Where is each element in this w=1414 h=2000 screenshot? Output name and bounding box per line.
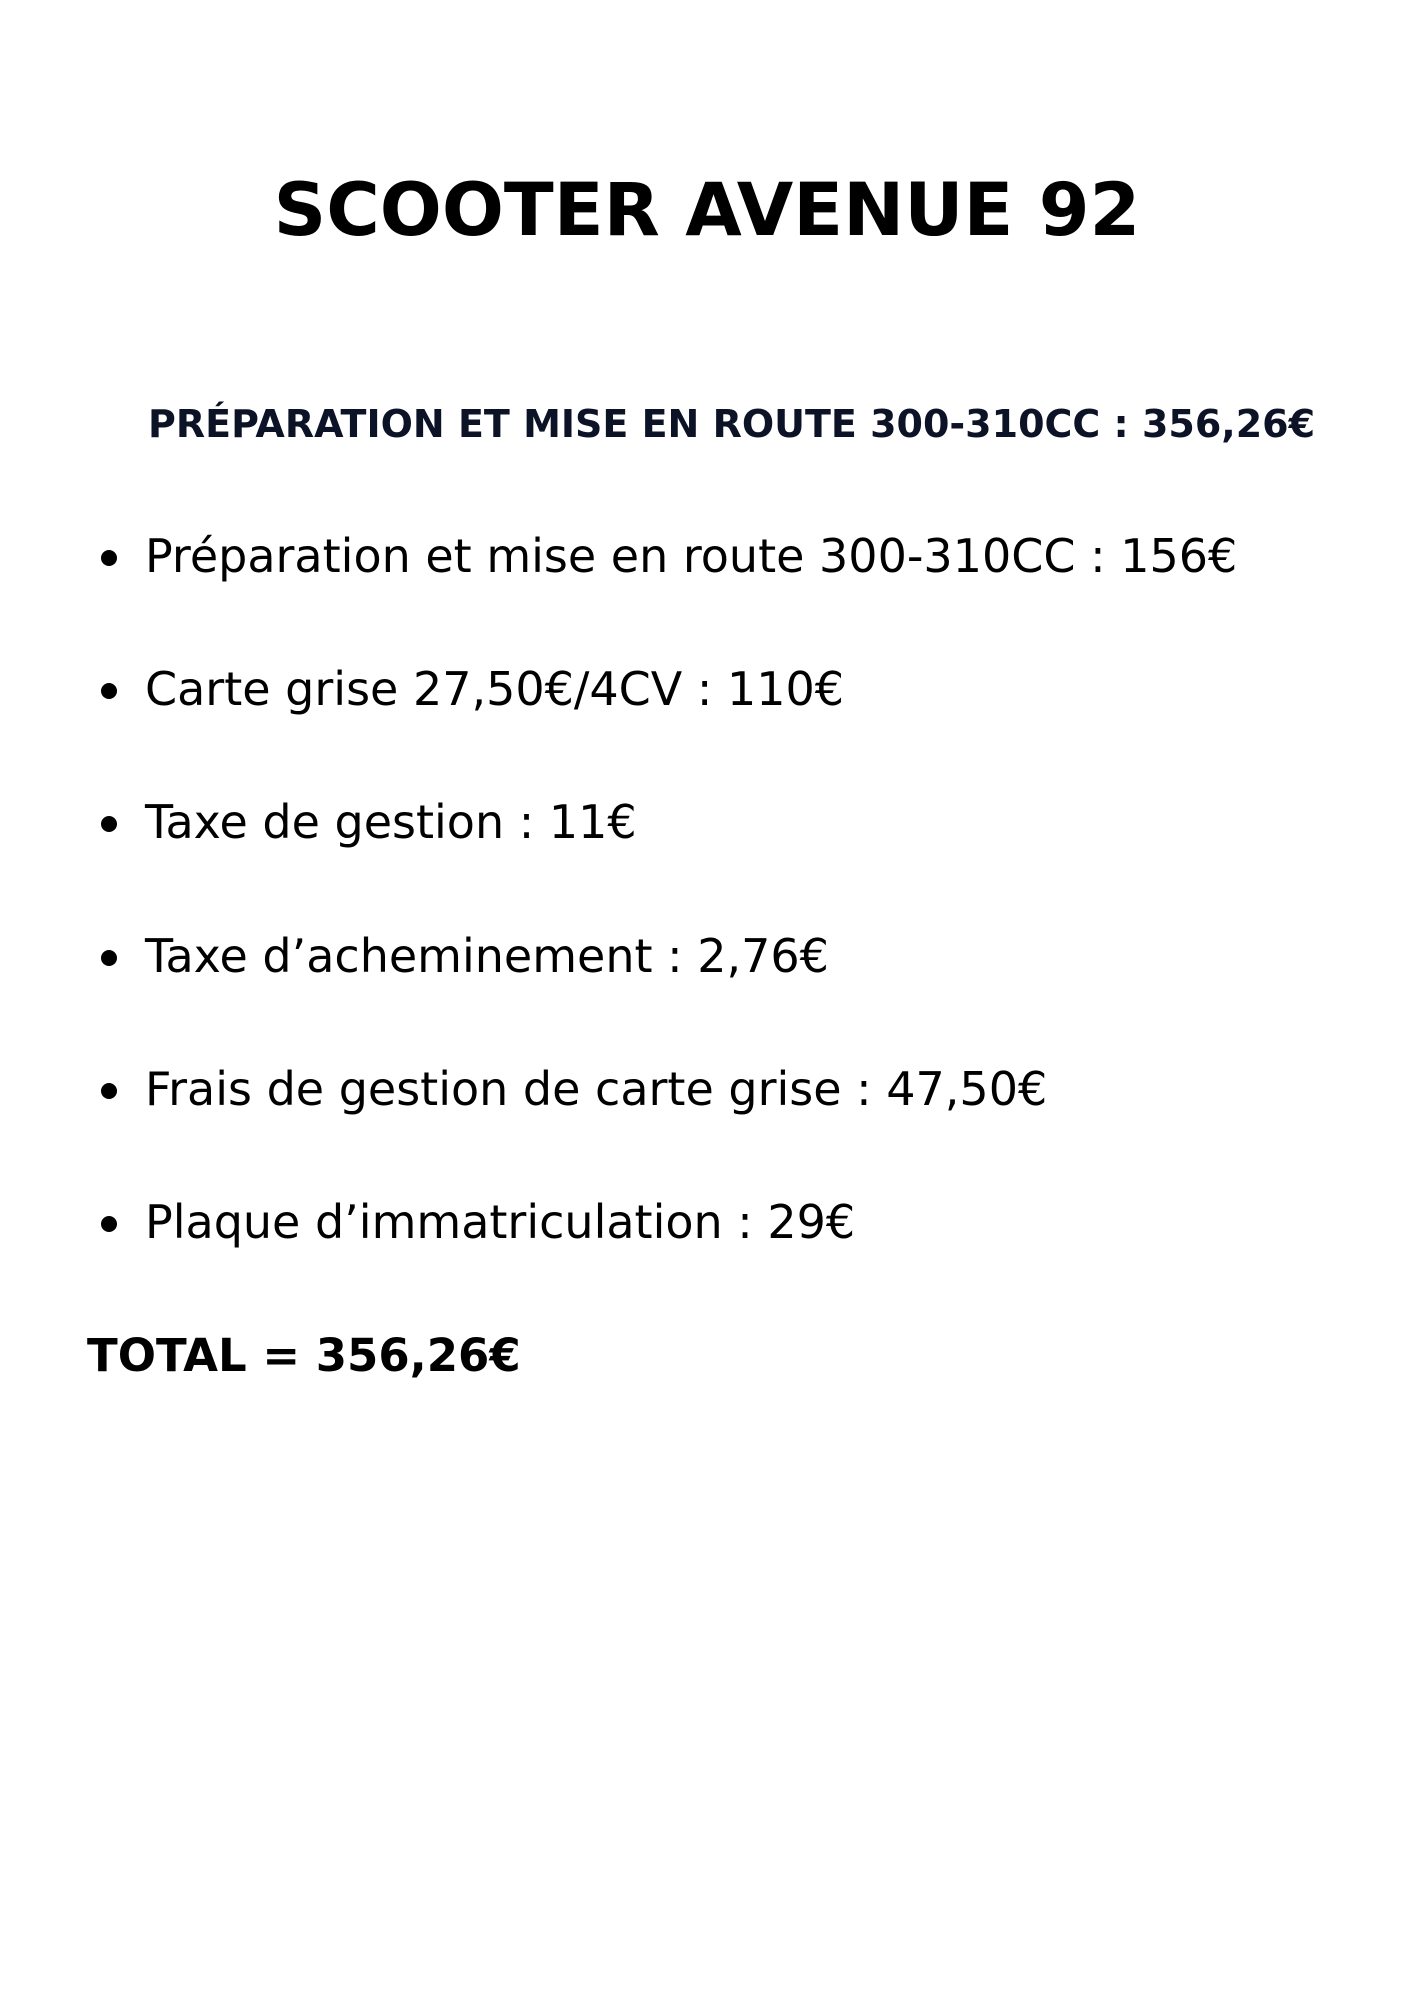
list-item-text: Carte grise 27,50€/4CV : 110€ bbox=[145, 662, 845, 716]
list-item bbox=[0, 792, 1300, 852]
list-item bbox=[0, 526, 1300, 586]
total-line: TOTAL = 356,26€ bbox=[87, 1329, 521, 1382]
page-title: SCOOTER AVENUE 92 bbox=[273, 168, 1141, 253]
bullet-icon bbox=[101, 1216, 117, 1232]
list-item-text: Frais de gestion de carte grise : 47,50€ bbox=[145, 1062, 1048, 1116]
section-heading: PRÉPARATION ET MISE EN ROUTE 300-310CC : 356,26€ bbox=[148, 402, 1316, 446]
list-item bbox=[0, 1059, 1300, 1119]
bullet-icon bbox=[101, 950, 117, 966]
list-item-text: Taxe de gestion : 11€ bbox=[145, 795, 637, 849]
list-item-text: Plaque d’immatriculation : 29€ bbox=[145, 1195, 856, 1249]
bullet-icon bbox=[101, 816, 117, 832]
list-item-text: Préparation et mise en route 300-310CC : 156€ bbox=[145, 529, 1238, 583]
list-item bbox=[0, 659, 1300, 719]
bullet-icon bbox=[101, 550, 117, 566]
list-item bbox=[0, 926, 1300, 986]
list-item bbox=[0, 1192, 1300, 1252]
bullet-icon bbox=[101, 1083, 117, 1099]
list-item-text: Taxe d’acheminement : 2,76€ bbox=[145, 929, 829, 983]
bullet-icon bbox=[101, 683, 117, 699]
